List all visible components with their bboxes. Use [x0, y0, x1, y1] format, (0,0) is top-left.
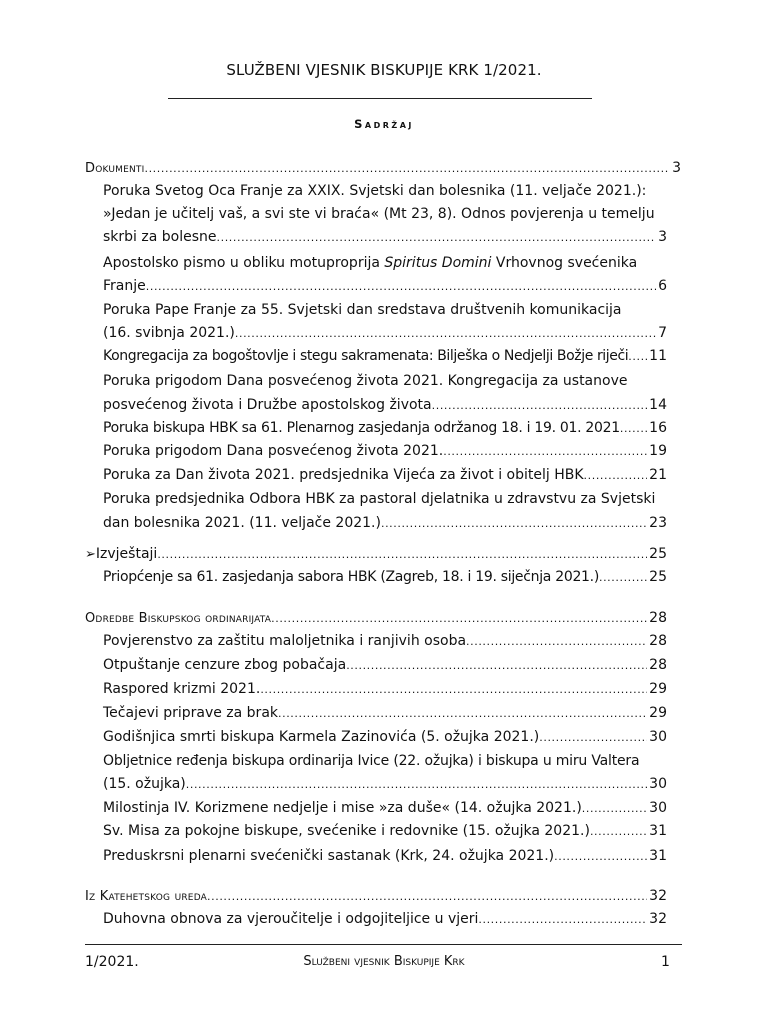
toc-entry-text: Kongregacija za bogoštovlje i stegu sakramenata: Bilješka o Nedjelji Božje riječi — [103, 348, 629, 364]
toc-entry-text-cont: Vrhovnog svećenika — [491, 255, 638, 271]
toc-leader — [620, 417, 647, 440]
toc-entry-line[interactable] — [103, 750, 639, 772]
toc-entry-text: Raspored krizmi 2021. — [103, 681, 261, 697]
toc-entry-text: dan bolesnika 2021. (11. veljače 2021.) — [103, 515, 381, 531]
toc-page-number: 25 — [649, 546, 667, 562]
toc-heading: Sadržaj — [354, 117, 414, 131]
toc-page-number: 32 — [649, 888, 667, 904]
toc-leader — [260, 678, 647, 701]
toc-entry-text: skrbi za bolesne — [103, 229, 217, 245]
toc-page-number: 11 — [649, 348, 667, 364]
toc-page-number: 29 — [649, 705, 667, 721]
toc-entry-text: Odredbe Biskupskog ordinarijata — [85, 611, 272, 626]
toc-section-dokumenti[interactable] — [85, 157, 681, 179]
toc-entry-line[interactable] — [103, 370, 627, 392]
toc-entry-text: Poruka Svetog Oca Franje za XXIX. Svjetski dan bolesnika (11. veljače 2021.): — [103, 183, 647, 199]
header-divider — [168, 98, 592, 99]
arrow-bullet-icon: ➢ — [85, 547, 96, 562]
toc-entry-line[interactable] — [103, 275, 667, 297]
toc-page-number: 16 — [649, 420, 667, 436]
toc-entry-line[interactable] — [103, 417, 667, 439]
toc-leader — [186, 773, 647, 796]
toc-entry-text: Apostolsko pismo u obliku motuproprija — [103, 255, 385, 271]
toc-leader — [443, 440, 647, 463]
toc-entry-line[interactable] — [103, 845, 667, 867]
toc-entry-text: (16. svibnja 2021.) — [103, 325, 235, 341]
toc-entry-line[interactable] — [103, 252, 637, 274]
toc-entry-line[interactable] — [103, 322, 667, 344]
toc-entry-text: Poruka za Dan života 2021. predsjednika Vijeća za život i obitelj HBK — [103, 467, 584, 483]
toc-leader — [157, 543, 647, 566]
toc-leader — [235, 322, 656, 345]
toc-leader — [144, 157, 670, 180]
toc-page-number: 25 — [649, 569, 667, 585]
toc-entry-text: Tečajevi priprave za brak — [103, 705, 278, 721]
toc-leader — [146, 275, 656, 298]
toc-entry-line[interactable] — [103, 726, 667, 748]
toc-leader — [539, 726, 647, 749]
toc-page-number: 28 — [649, 610, 667, 626]
toc-entry-text: Franje — [103, 278, 146, 294]
toc-leader — [217, 226, 657, 249]
toc-page-number: 30 — [649, 800, 667, 816]
toc-entry-line[interactable] — [103, 654, 667, 676]
toc-page-number: 14 — [649, 397, 667, 413]
toc-entry-text: Milostinja IV. Korizmene nedjelje i mise »za duše« (14. ožujka 2021.) — [103, 800, 582, 816]
toc-entry-line[interactable] — [103, 678, 667, 700]
toc-entry-text: Poruka prigodom Dana posvećenog života 2021. — [103, 443, 444, 459]
toc-page-number: 3 — [672, 160, 681, 176]
toc-entry-text: Preduskrsni plenarni svećenički sastanak (Krk, 24. ožujka 2021.) — [103, 848, 555, 864]
toc-page-number: 23 — [649, 515, 667, 531]
toc-entry-text: Izvještaji — [95, 546, 158, 562]
toc-entry-line[interactable] — [103, 566, 667, 588]
toc-section-katehetski[interactable] — [85, 885, 667, 907]
toc-section-odredbe[interactable] — [85, 607, 667, 629]
toc-page-number: 28 — [649, 657, 667, 673]
toc-entry-line[interactable] — [103, 488, 655, 510]
toc-entry-line[interactable] — [103, 394, 667, 416]
toc-page-number: 31 — [649, 823, 667, 839]
toc-leader — [381, 512, 647, 535]
toc-entry-text: Priopćenje sa 61. zasjedanja sabora HBK (Zagreb, 18. i 19. siječnja 2021.) — [103, 569, 599, 585]
footer-page-number: 1 — [661, 954, 670, 970]
toc-entry-text: Povjerenstvo za zaštitu maloljetnika i ranjivih osoba — [103, 633, 467, 649]
toc-page-number: 28 — [649, 633, 667, 649]
toc-leader — [599, 566, 647, 589]
toc-leader — [584, 464, 648, 487]
toc-entry-line[interactable] — [103, 203, 655, 225]
toc-entry-line[interactable] — [103, 512, 667, 534]
toc-section-izvjestaji[interactable] — [85, 543, 667, 565]
toc-entry-text: posvećenog života i Družbe apostolskog života — [103, 397, 432, 413]
footer-publication-name: Službeni vjesnik Biskupije Krk — [303, 954, 465, 969]
toc-entry-text: Duhovna obnova za vjeroučitelje i odgojiteljice u vjeri — [103, 911, 479, 927]
footer-issue: 1/2021. — [85, 954, 139, 970]
toc-entry-line[interactable] — [103, 345, 667, 367]
toc-page-number: 32 — [649, 911, 667, 927]
toc-entry-text: Dokumenti — [85, 161, 145, 176]
toc-entry-line[interactable] — [103, 702, 667, 724]
toc-leader — [582, 797, 647, 820]
toc-page-number: 19 — [649, 443, 667, 459]
toc-entry-line[interactable] — [103, 797, 667, 819]
toc-entry-text: Sv. Misa za pokojne biskupe, svećenike i redovnike (15. ožujka 2021.) — [103, 823, 590, 839]
toc-leader — [466, 630, 647, 653]
toc-page-number: 21 — [649, 467, 667, 483]
toc-entry-line[interactable] — [103, 180, 646, 202]
toc-leader — [590, 820, 647, 843]
toc-entry-text: Poruka predsjednika Odbora HBK za pastoral djelatnika u zdravstvu za Svjetski — [103, 491, 656, 507]
toc-entry-text: Poruka prigodom Dana posvećenog života 2021. Kongregacija za ustanove — [103, 373, 628, 389]
toc-entry-line[interactable] — [103, 226, 667, 248]
toc-entry-text: Iz Katehetskog ureda — [85, 889, 208, 904]
toc-leader — [628, 345, 647, 368]
toc-entry-text: (15. ožujka) — [103, 776, 186, 792]
toc-page-number: 30 — [649, 776, 667, 792]
toc-entry-line[interactable] — [103, 820, 667, 842]
toc-entry-text: Obljetnice ređenja biskupa ordinarija Ivice (22. ožujka) i biskupa u miru Valtera — [103, 753, 640, 769]
toc-page-number: 30 — [649, 729, 667, 745]
toc-leader — [207, 885, 647, 908]
toc-page-number: 31 — [649, 848, 667, 864]
toc-entry-line[interactable] — [103, 630, 667, 652]
toc-entry-line[interactable] — [103, 773, 667, 795]
toc-entry-line[interactable] — [103, 464, 667, 486]
publication-title: SLUŽBENI VJESNIK BISKUPIJE KRK 1/2021. — [226, 61, 542, 79]
toc-page-number: 7 — [658, 325, 667, 341]
toc-entry-italic-title: Spiritus Domini — [384, 255, 492, 271]
toc-entry-text: Poruka biskupa HBK sa 61. Plenarnog zasjedanja održanog 18. i 19. 01. 2021 — [103, 420, 620, 436]
footer-divider — [85, 944, 682, 945]
toc-entry-text: Godišnjica smrti biskupa Karmela Zazinovića (5. ožujka 2021.) — [103, 729, 540, 745]
toc-leader — [278, 702, 647, 725]
toc-leader — [432, 394, 648, 417]
toc-entry-text: »Jedan je učitelj vaš, a svi ste vi braća« (Mt 23, 8). Odnos povjerenja u temelju — [103, 206, 655, 222]
toc-page-number: 6 — [658, 278, 667, 294]
toc-leader — [271, 607, 647, 630]
toc-leader — [554, 845, 647, 868]
toc-leader — [478, 908, 647, 931]
toc-page-number: 29 — [649, 681, 667, 697]
toc-entry-line[interactable] — [103, 908, 667, 930]
toc-entry-line[interactable] — [103, 299, 622, 321]
toc-entry-text: Otpuštanje cenzure zbog pobačaja — [103, 657, 347, 673]
toc-leader — [346, 654, 647, 677]
toc-entry-line[interactable] — [103, 440, 667, 462]
toc-entry-text: Poruka Pape Franje za 55. Svjetski dan sredstava društvenih komunikacija — [103, 302, 622, 318]
toc-page-number: 3 — [658, 229, 667, 245]
